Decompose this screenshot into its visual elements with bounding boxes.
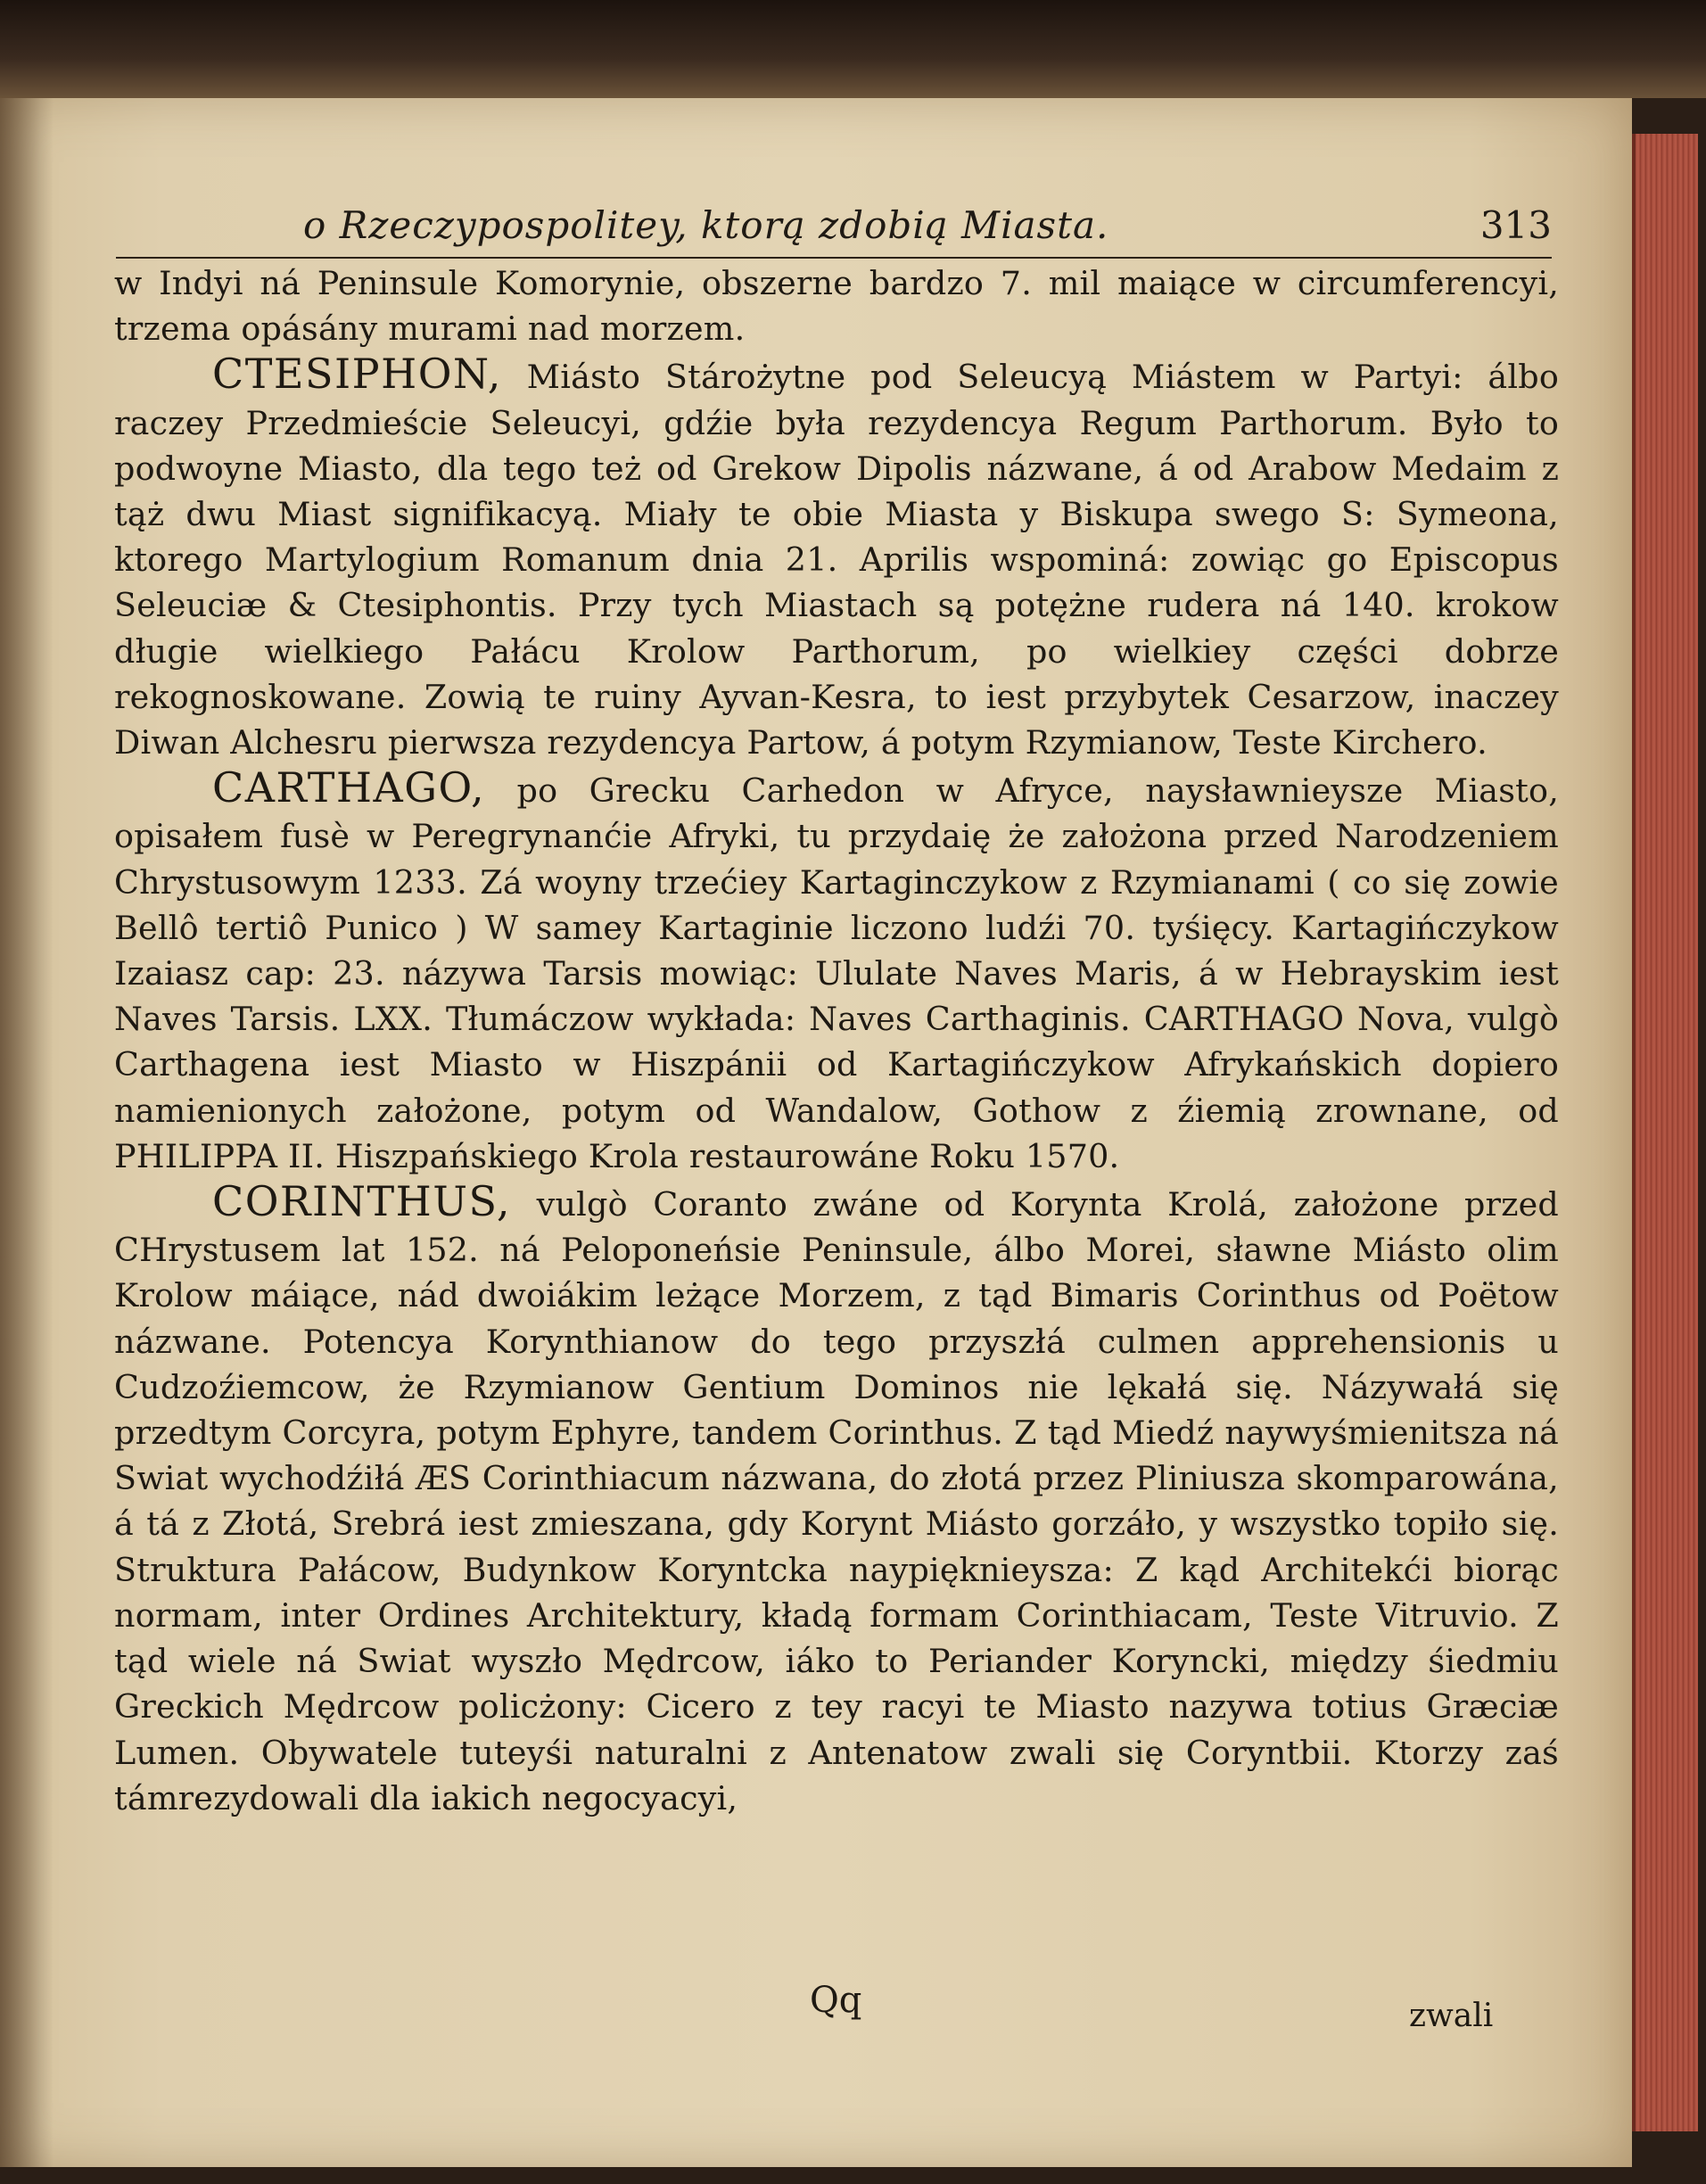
catchword: zwali bbox=[1409, 1998, 1494, 2034]
paragraph bbox=[114, 260, 1559, 351]
entry-ctesiphon bbox=[114, 351, 1559, 765]
page-number: 313 bbox=[1479, 203, 1552, 247]
running-head bbox=[116, 203, 1552, 259]
entry-text: Miásto Stárożytne pod Seleucyą Miástem w Partyi: álbo raczey Przedmieście Seleucyi, gdźie była rezydencya Regum Parthorum. Było to podwoyne Miasto, dla tego też od Grekow Dipolis názwane, á od Arabow Medaim z tąż dwu Miast signifikacyą. Miały te obie Miasta y Biskupa swego S: Symeona, ktorego Martylogium Romanum dnia 21. Aprilis wspominá: zowiąc go Episcopus Seleuciæ & Ctesiphontis. Przy tych Miastach są potężne rudera ná 140. krokow długie wielkiego Pałácu Krolow Parthorum, po wielkiey części dobrze rekognoskowane. Zowią te ruiny Ayvan-Kesra, to iest przybytek Cesarzow, inaczey Diwan Alchesru pierwsza rezydencya Partow, á potym Rzymianow, Teste Kirchero. bbox=[114, 358, 1559, 762]
gutter-shadow bbox=[0, 98, 54, 2167]
running-head-title: o Rzeczypospolitey, ktorą zdobią Miasta. bbox=[303, 203, 1109, 247]
entry-head: CARTHAGO, bbox=[212, 763, 486, 812]
entry-head: CTESIPHON, bbox=[212, 350, 502, 399]
entry-text: po Grecku Carhedon w Afryce, naysławnieysze Miasto, opisałem fusè w Peregrynanćie Afryki, tu przydaię że założona przed Narodzeniem Chrystusowym 1233. Zá woyny trzećiey Kartaginczykow z Rzymianami ( co się zowie Bellô tertiô Punico ) W samey Kartaginie liczono ludźi 70. tyśięcy. Kartagińczykow Izaiasz cap: 23. názywa Tarsis mowiąc: Ululate Naves Maris, á w Hebrayskim iest Naves Tarsis. LXX. Tłumáczow wykłada: Naves Carthaginis. CARTHAGO Nova, vulgò Carthagena iest Miasto w Hiszpánii od Kartagińczykow Afrykańskich dopiero namienionych założone, potym od Wandalow, Gothow z źiemią zrownane, od PHILIPPA II. Hiszpańskiego Krola restaurowáne Roku 1570. bbox=[114, 771, 1559, 1175]
entry-text: vulgò Coranto zwáne od Korynta Krolá, założone przed CHrystusem lat 152. ná Peloponeńsie Peninsule, álbo Morei, sławne Miásto olim Krolow máiące, nád dwoiákim leżące Morzem, z tąd Bimaris Corinthus od Poëtow názwane. Potencya Korynthianow do tego przyszłá culmen apprehensionis u Cudzoźiemcow, że Rzymianow Gentium Dominos nie lękałá się. Názywałá się przedtym Corcyra, potym Ephyre, tandem Corinthus. Z tąd Miedź naywyśmienitsza ná Swiat wychodźiłá ÆS Corinthiacum názwana, do złotá przez Pliniusza skomparowána, á tá z Złotá, Srebrá iest zmieszana, gdy Korynt Miásto gorzáło, y wszystko topiło się. Struktura Pałácow, Budynkow Koryntcka naypięknieysza: Z kąd Architekći biorąc normam, inter Ordines Architektury, kładą formam Corinthiacam, Teste Vitruvio. Z tąd wiele ná Swiat wyszło Mędrcow, iáko to Periander Koryncki, między śiedmiu Greckich Mędrcow policżony: Cicero z tey racyi te Miasto nazywa totius Græciæ Lumen. Obywatele tuteyśi naturalni z Antenatow zwali się Coryntbii. Ktorzy zaś támrezydowali dla iakich negocyacyi, bbox=[114, 1185, 1559, 1817]
signature-mark: Qq bbox=[810, 1980, 862, 2021]
entry-head: CORINTHUS, bbox=[212, 1177, 512, 1226]
body-text bbox=[114, 260, 1559, 1821]
binding-shadow bbox=[0, 0, 1706, 98]
entry-carthago bbox=[114, 765, 1559, 1179]
paragraph-text: w Indyi ná Peninsule Komorynie, obszerne bardzo 7. mil maiące w circumferencyi, trzema opásány murami nad morzem. bbox=[114, 264, 1559, 349]
page-edges bbox=[1632, 134, 1698, 2131]
entry-corinthus bbox=[114, 1179, 1559, 1821]
